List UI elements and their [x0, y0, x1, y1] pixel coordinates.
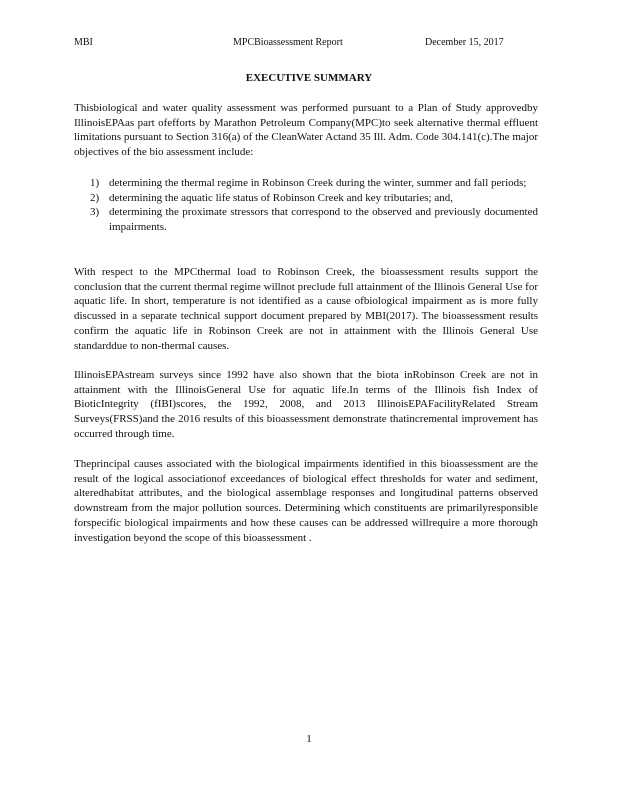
list-item-text: determining the thermal regime in Robinson Creek during the winter, summer and fall periods; [109, 177, 527, 189]
section-title: EXECUTIVE SUMMARY [245, 72, 373, 84]
objectives-list [74, 176, 538, 235]
paragraph-intro: Thisbiological and water quality assessment was performed pursuant to a Plan of Study approvedby IllinoisEPAas part ofefforts by Marathon Petroleum Company(MPC)to seek alternative thermal effluent limitations pursuant to Section 316(a) of the CleanWater Actand 35 Ill. Adm. Code 304.141(c).The major objectives of the bio assessment include: [74, 102, 538, 159]
list-item [74, 191, 538, 206]
list-item-text: determining the aquatic life status of Robinson Creek and key tributaries; and, [109, 191, 453, 204]
list-item-text: determining the proximate stressors that correspond to the observed and previously documented impairments. [109, 206, 538, 234]
list-item-number: 3) [90, 206, 100, 219]
header-org: MBI [74, 37, 93, 48]
list-item-number: 1) [90, 177, 100, 189]
paragraph-surveys: IllinoisEPAstream surveys since 1992 have also shown that the biota inRobinson Creek are not in attainment with the IllinoisGeneral Use for aquatic life.In terms of the Illinois fish Index of BioticIntegrity (fIBI)scores, the 1992, 2008, and 2013 IllinoisEPAFacilityRelated Stream Surveys(FRSS)and the 2016 results of this bioassessment demonstrate thatincremental improvement has occurred through time. [74, 369, 538, 440]
list-item [74, 176, 538, 191]
header-date: December 15, 2017 [425, 37, 504, 48]
header-report-title: MPCBioassessment Report [233, 37, 343, 48]
paragraph-causes: Theprincipal causes associated with the biological impairments identified in this bioassessment are the result of the logical associationof exceedances of biological effect thresholds for water and sediment, alteredhabitat attributes, and the biological assemblage responses and longitudinal patterns observed downstream from the major pollution sources. Determining which constituents are primarilyresponsible forspecific biological impairments and how these causes can be addressed willrequire a more thorough investigation beyond the scope of this bioassessment . [74, 458, 538, 544]
paragraph-thermal: With respect to the MPCthermal load to Robinson Creek, the bioassessment results support the conclusion that the current thermal regime willnot preclude full attainment of the Illinois General Use for aquatic life. In short, temperature is not identified as a cause ofbiological impairment as is more fully discussed in a separate technical support document prepared by MBI(2017). The bioassessment results confirm the aquatic life in Robinson Creek are not in attainment with the Illinois General Use standarddue to non-thermal causes. [74, 266, 538, 352]
page-number: 1 [306, 733, 312, 745]
list-item-number: 2) [90, 191, 100, 204]
list-item [74, 205, 538, 234]
